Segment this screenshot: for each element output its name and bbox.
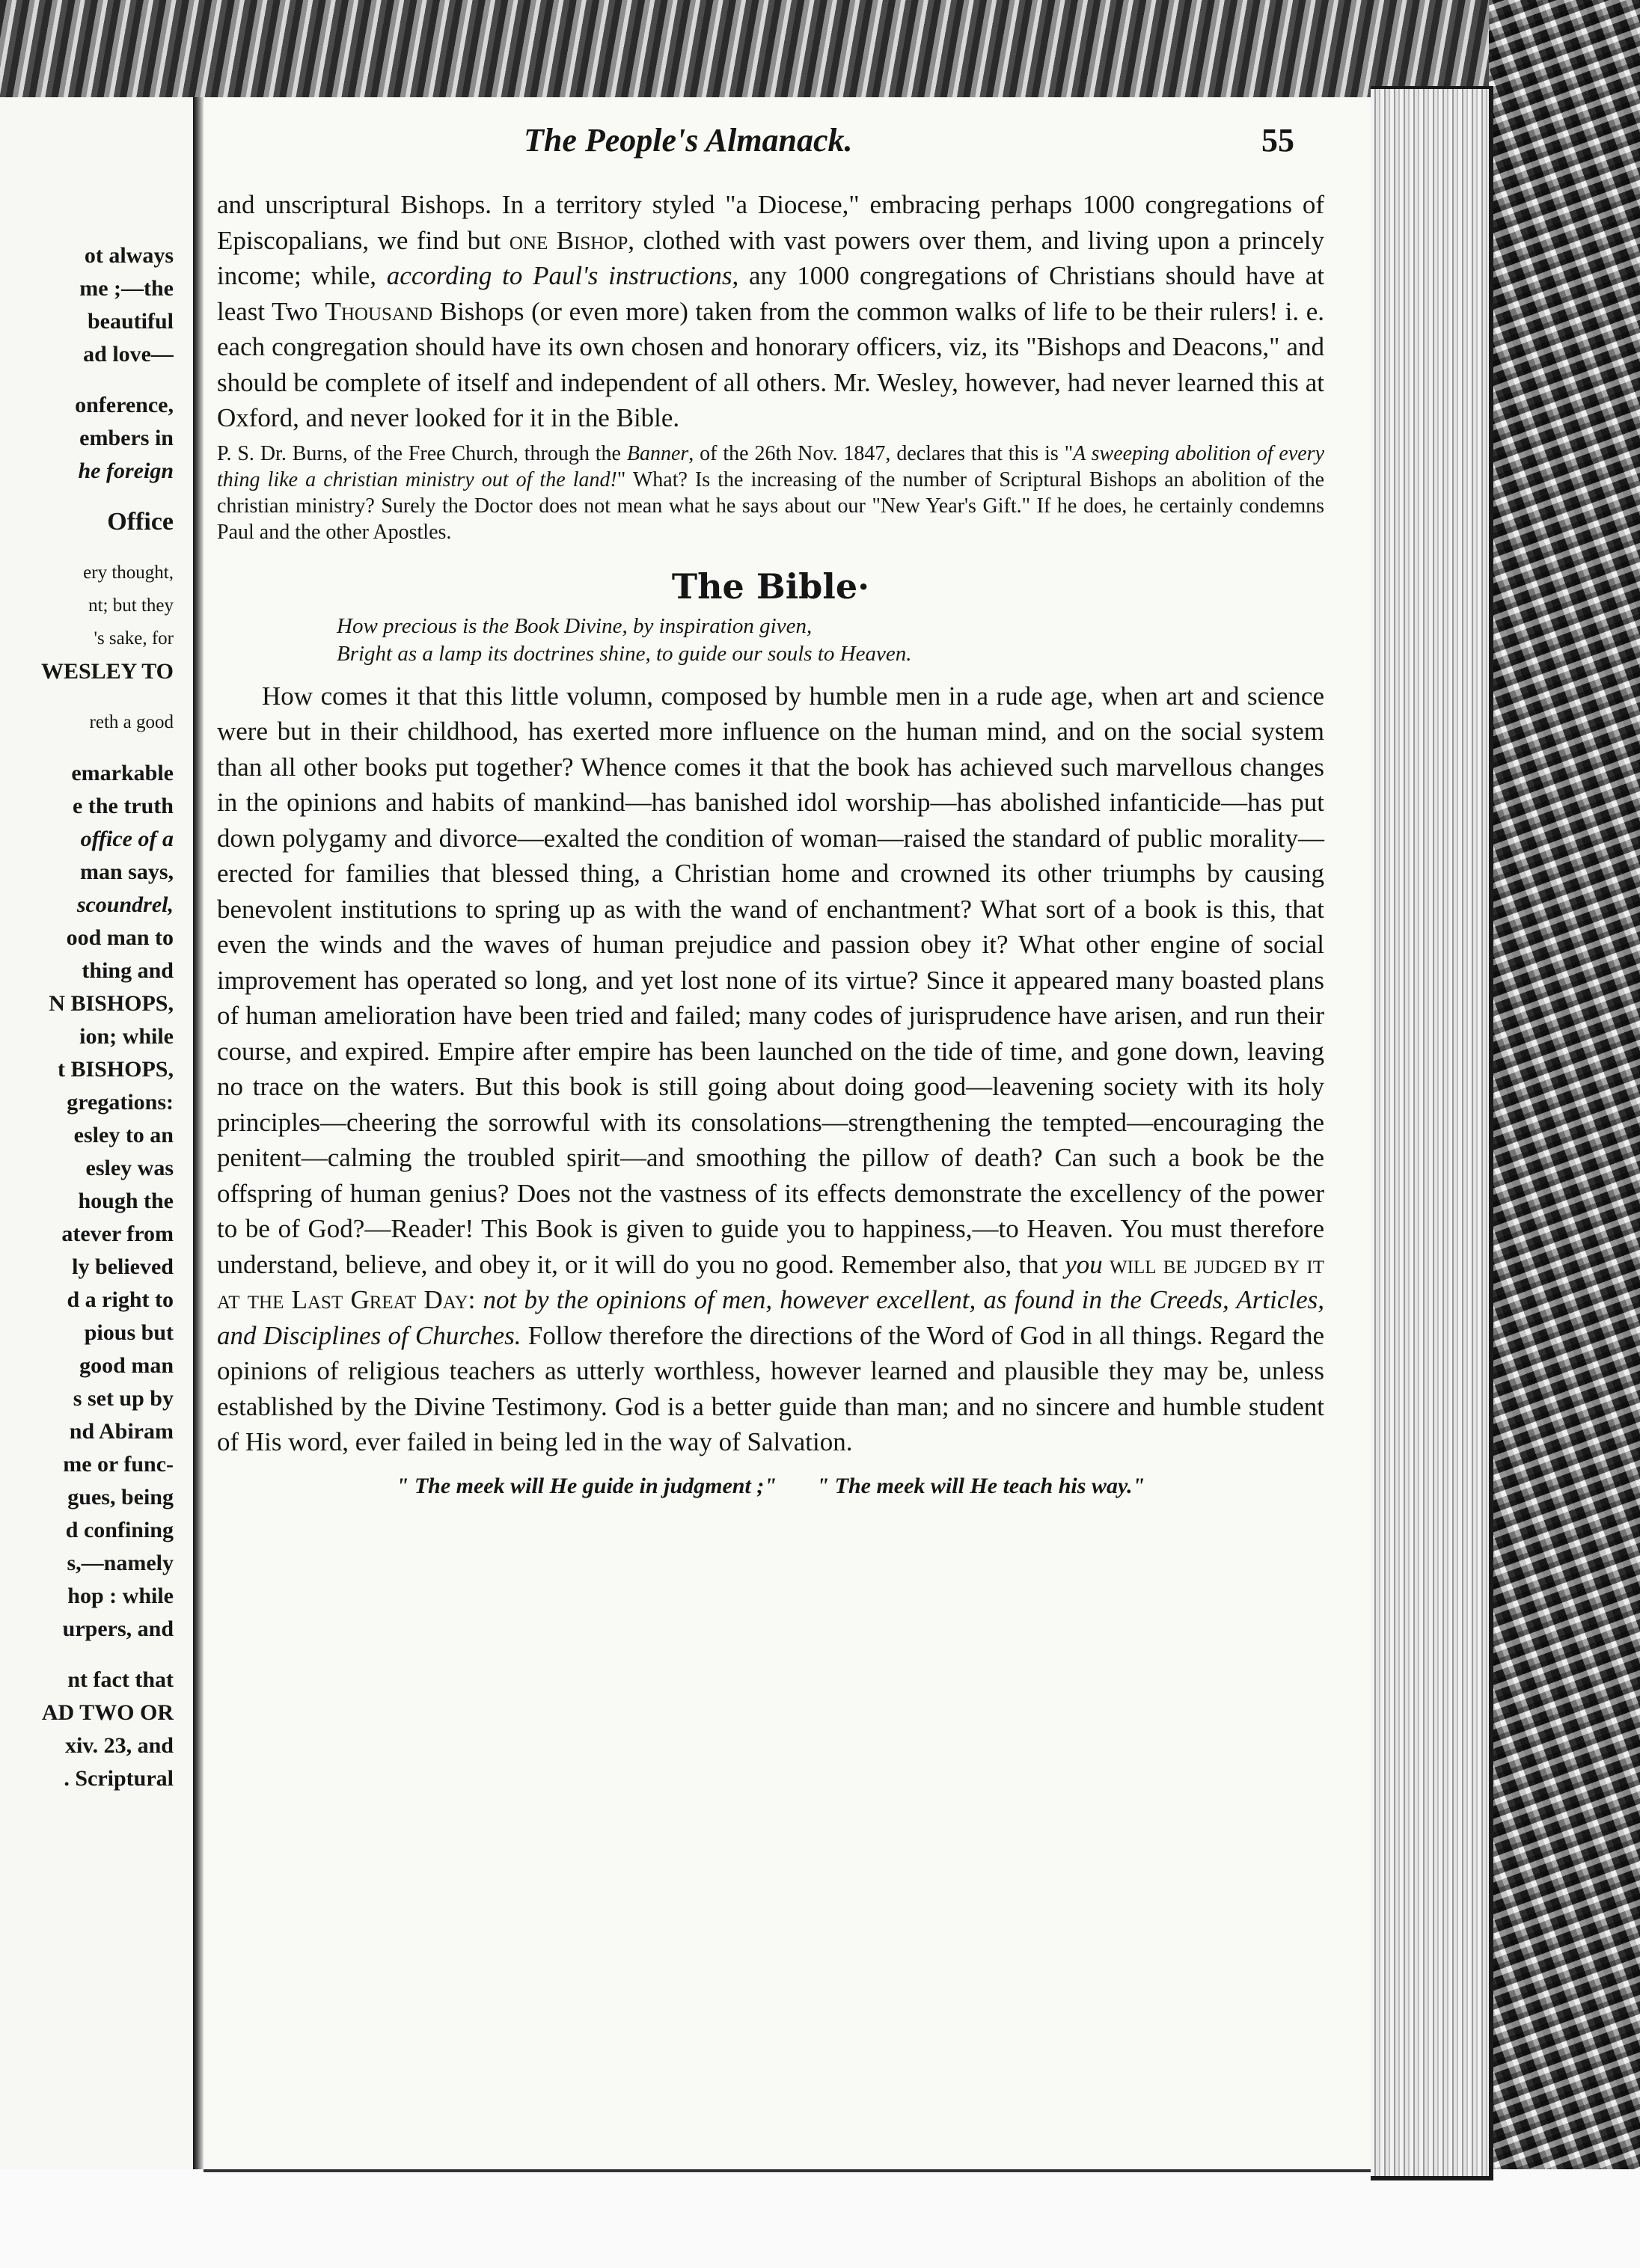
left-page-line: s,—namely <box>67 1551 174 1575</box>
left-page-line: onference, <box>75 393 174 417</box>
text-span: Follow therefore the directions of the Word of God in all things. Regard the opinions of religious teachers as utterly worthless, however learned and plausible they may be, unless established by the Divine Testimony. God is a better guide than man; and no sincere and humble student of His word, ever failed in being led in the way of Salvation. <box>217 1320 1324 1456</box>
not-by-opinions-italic: not by the opinions of men, however excellent, as found in the Creeds, Articles, and Disciplines of Churches. <box>217 1285 1325 1350</box>
pauls-instructions-italic: according to Paul's instructions <box>386 261 732 290</box>
left-page-line: hop : while <box>67 1584 174 1608</box>
left-page-line: hough the <box>78 1189 174 1213</box>
left-page-line: embers in <box>79 426 174 450</box>
left-page-line: nt; but they <box>88 595 174 616</box>
marbled-board-top <box>0 0 1640 97</box>
one-bishop-smallcaps: one Bishop <box>509 225 628 255</box>
left-page-text <box>0 239 174 1795</box>
page-body <box>217 187 1324 1499</box>
line-gap <box>0 539 174 557</box>
text-span: : <box>468 1285 483 1314</box>
left-page-line: scoundrel, <box>76 892 174 917</box>
text-span: P. S. Dr. Burns, of the Free Church, through the <box>217 441 627 465</box>
left-page-line: reth a good <box>89 712 174 732</box>
epigraph <box>217 613 1324 668</box>
left-page-line: urpers, and <box>62 1616 174 1641</box>
left-page-line: emarkable <box>71 761 174 785</box>
left-page-line: . Scriptural <box>64 1766 174 1791</box>
line-gap <box>0 688 174 706</box>
left-page <box>0 97 193 2169</box>
page-number: 55 <box>1261 122 1294 159</box>
banner-italic: Banner <box>626 441 689 465</box>
left-page-line: ot always <box>84 243 174 268</box>
left-page-line: xiv. 23, and <box>64 1733 174 1758</box>
closing-quote-2: " The meek will He teach his way." <box>816 1473 1145 1498</box>
postscript <box>217 441 1324 545</box>
left-page-line: man says, <box>79 859 174 884</box>
epigraph-line-2: Bright as a lamp its doctrines shine, to guide our souls to Heaven. <box>337 641 912 666</box>
line-gap <box>0 371 174 389</box>
left-page-line: he foreign <box>78 459 174 483</box>
line-gap <box>0 1646 174 1664</box>
left-page-line: pious but <box>84 1320 174 1345</box>
left-page-line: ion; while <box>79 1024 174 1049</box>
book-gutter <box>193 97 204 2169</box>
line-gap <box>0 739 174 757</box>
left-page-line: t BISHOPS, <box>57 1057 174 1082</box>
bible-paragraph <box>217 678 1324 1460</box>
left-page-line: office of a <box>80 827 174 851</box>
closing-quote-1: " The meek will He guide in judgment ;" <box>396 1473 777 1498</box>
left-page-line: AD TWO OR <box>41 1700 174 1725</box>
bishops-paragraph <box>217 187 1324 436</box>
page-edges <box>1371 86 1493 2180</box>
left-page-line: ery thought, <box>83 563 174 583</box>
left-page-line: d confining <box>65 1518 174 1542</box>
section-title-the-bible: The Bible· <box>671 566 870 607</box>
text-span: and unscriptural Bishops. In a territory styled "a Diocese," embracing perhaps 1000 congregations of Episcopalians, we find but <box>217 190 1324 255</box>
left-page-line: 's sake, for <box>94 628 174 649</box>
left-page-line: nd Abiram <box>69 1419 174 1444</box>
thousand-smallcaps: Thousand <box>325 296 433 326</box>
left-page-line: good man <box>79 1353 174 1378</box>
left-page-line: gregations: <box>67 1090 174 1115</box>
left-page-line: d a right to <box>67 1287 174 1312</box>
left-page-line: ad love— <box>83 342 174 367</box>
left-page-line: esley was <box>85 1156 174 1180</box>
closing-quotation <box>217 1474 1324 1499</box>
text-span: How comes it that this little volumn, composed by humble men in a rude age, when art and science were but in their childhood, has exerted more influence on the human mind, and on the social system than all other books put together? Whence comes it that the book has achieved such marvellous changes in the opinions and habits of mankind—has banished idol worship—has abolished infanticide—has put down polygamy and divorce—exalted the condition of woman—raised the standard of public morality—erected for families that blessed thing, a Christian home and crowned its other triumphs by causing benevolent institutions to spring up as with the wand of enchantment? What sort of a book is this, that even the winds and the waves of human prejudice and passion obey it? What other engine of social improvement has operated so long, and yet lost none of its virtue? Since it appeared many boasted plans of human amelioration have been tried and failed; many codes of jurisprudence have arisen, and run their course, and expired. Empire after empire has been launched on the tide of time, and gone down, leaving no trace on the waters. But this book is still going about doing good—leavening society with its holy principles—cheering the sorrowful with its consolations—strengthening the tempted—encouraging the penitent—calming the troubled spirit—and smoothing the pillow of death? Can such a book be the offspring of human genius? Does not the vastness of its effects demonstrate the excellency of the power to be of God?—Reader! This Book is given to guide you to happiness,—to Heaven. You must therefore understand, believe, and obey it, or it will do you no good. Remember also, that <box>217 681 1324 1279</box>
left-page-line: me or func- <box>63 1452 174 1477</box>
text-span: Bishops (or even more) taken from the common walks of life to be their rulers! i. e. each congregation should have its own chosen and honorary officers, viz, its "Bishops and Deacons," and should be complete of itself and independent of all others. Mr. Wesley, however, had never learned this at Oxford, and never looked for it in the Bible. <box>217 296 1325 432</box>
left-page-line: N BISHOPS, <box>49 991 174 1016</box>
marbled-board-right <box>1489 0 1640 2268</box>
text-span: , of the 26th Nov. 1847, declares that this is " <box>688 441 1074 465</box>
left-page-line: s set up by <box>73 1386 174 1411</box>
left-page-line: ly believed <box>72 1254 174 1279</box>
text-span: , any 1000 congregations of Christians should have at least Two <box>217 261 1324 326</box>
running-title: The People's Almanack. <box>524 122 853 159</box>
left-page-line: e the truth <box>73 794 174 818</box>
left-page-line: beautiful <box>87 309 174 334</box>
judged-smallcaps: will be judged by it at the Last Great Day <box>217 1249 1325 1314</box>
epigraph-line-1: How precious is the Book Divine, by inspiration given, <box>337 613 813 638</box>
left-page-line: Office <box>107 508 174 536</box>
board-bottom <box>0 2169 1640 2268</box>
text-span: " What? Is the increasing of the number of Scriptural Bishops an abolition of the christian ministry? Surely the Doctor does not mean what he says about our "New Year's Gift." If he does, he certainly condemns Paul and the other Apostles. <box>217 468 1324 544</box>
line-gap <box>0 488 174 506</box>
page-header <box>524 121 1294 166</box>
left-page-line: esley to an <box>73 1123 174 1147</box>
left-page-line: ood man to <box>66 925 174 950</box>
left-page-line: gues, being <box>67 1485 174 1510</box>
you-italic: you <box>1065 1249 1103 1279</box>
left-page-line: WESLEY TO <box>40 659 174 684</box>
left-page-line: me ;—the <box>79 276 174 301</box>
text-span: , clothed with vast powers over them, and living upon a princely income; while, <box>217 225 1325 290</box>
left-page-line: thing and <box>82 958 174 983</box>
left-page-line: nt fact that <box>67 1667 174 1692</box>
left-page-line: atever from <box>61 1222 174 1246</box>
quote-italic: A sweeping abolition of every thing like a christian ministry out of the land! <box>217 441 1324 491</box>
